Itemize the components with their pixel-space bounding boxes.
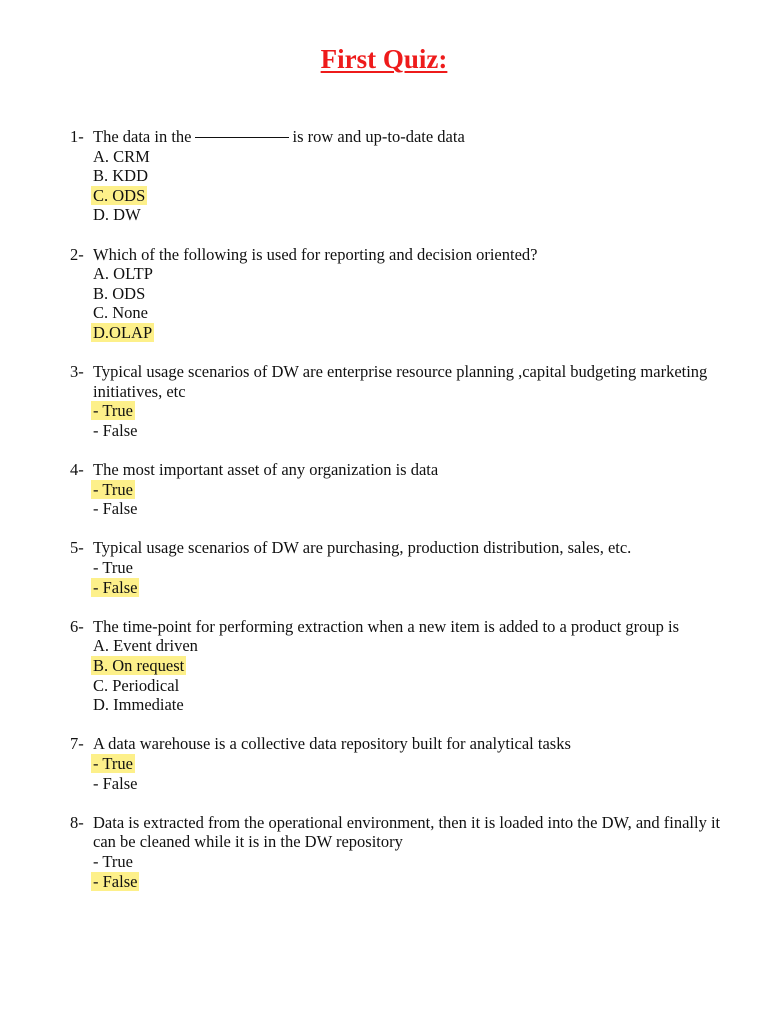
option-a: A. CRM [93,146,150,166]
question-text: Typical usage scenarios of DW are purchasing, production distribution, sales, etc. [93,538,632,558]
option-false: - False [93,773,138,793]
question-text: Which of the following is used for reporting and decision oriented? [93,244,538,264]
question-number: 1- [70,127,84,146]
question-body [93,362,730,440]
option-b: B. ODS [93,283,146,303]
option-a: A. Event driven [93,636,198,656]
question-text: A data warehouse is a collective data repository built for analytical tasks [93,734,571,754]
question-text: Typical usage scenarios of DW are enterprise resource planning ,capital budgeting marketing initiatives, etc [93,362,708,401]
question-5 [70,538,730,597]
option-c: C. Periodical [93,675,180,695]
question-body [93,245,730,343]
question-text: Data is extracted from the operational environment, then it is loaded into the DW, and finally it can be cleaned while it is in the DW repository [93,812,721,852]
question-number: 2- [70,244,84,264]
question-body [93,813,730,891]
option-c: C. None [93,303,148,323]
question-body [93,617,730,715]
question-list [70,127,730,911]
option-false: - False [93,499,138,519]
option-true-highlighted: - True [93,754,133,773]
question-number: 8- [70,812,84,832]
question-7 [70,734,730,793]
option-d: D. DW [93,205,141,225]
question-number: 7- [70,734,84,754]
option-true: - True [93,851,133,871]
question-number: 6- [70,616,84,636]
question-3 [70,362,730,440]
question-text-after: is row and up-to-date data [292,127,465,146]
option-true-highlighted: - True [93,479,133,499]
option-false-highlighted: - False [93,871,138,891]
question-6 [70,617,730,715]
question-text [93,127,730,147]
option-false: - False [93,420,138,440]
option-d-highlighted: D.OLAP [93,322,153,342]
question-1 [70,127,730,225]
option-d: D. Immediate [93,695,184,715]
question-text: The most important asset of any organization is data [93,460,439,480]
question-2 [70,245,730,343]
fill-in-blank [195,137,289,138]
option-true-highlighted: - True [93,401,133,421]
option-false-highlighted: - False [93,577,138,597]
page-title: First Quiz: [320,44,448,74]
question-4 [70,460,730,519]
question-text-before: The data in the [93,127,192,146]
question-text: The time-point for performing extraction when a new item is added to a product group is [93,616,680,636]
question-number: 4- [70,460,84,480]
question-8 [70,813,730,891]
option-b-highlighted: B. On request [93,656,185,676]
option-true: - True [93,558,133,578]
option-a: A. OLTP [93,264,153,284]
question-body [93,734,730,793]
option-c-highlighted: C. ODS [93,185,146,205]
question-number: 5- [70,538,84,558]
question-body [93,460,730,519]
question-body [93,127,730,225]
option-b: B. KDD [93,166,149,186]
question-body [93,538,730,597]
question-number: 3- [70,362,84,382]
